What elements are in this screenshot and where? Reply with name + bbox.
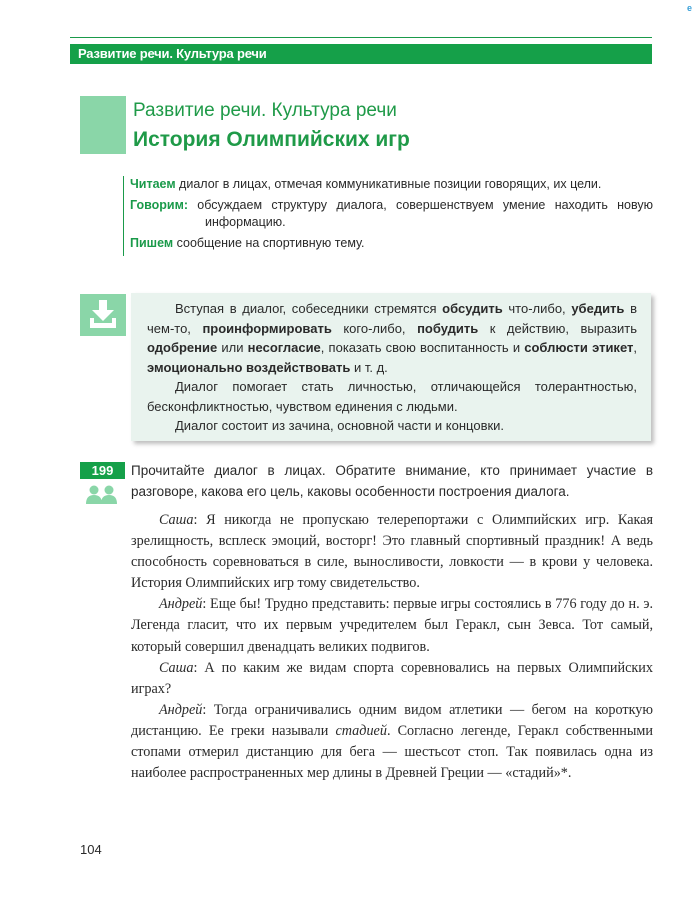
task-instruction: Прочитайте диалог в лицах. Обратите внимание, кто принимает участие в разговоре, какова его цель, каковы особенности построения диалога.: [131, 463, 653, 499]
goal-item: [130, 176, 653, 193]
section-header-bar: Развитие речи. Культура речи: [70, 44, 652, 64]
publisher-logo: e: [686, 3, 692, 13]
dialog-line: Саша: А по каким же видам спорта соревновались на первых Олимпийских играх?: [131, 659, 653, 697]
top-rule: [70, 37, 652, 38]
theory-paragraph: Вступая в диалог, собеседники стремятся обсудить что-либо, убедить в чем-то, проинформировать кого-либо, побудить к действию, выразить одобрение или несогласие, показать свою воспитанность и соблюсти этикет, эмоционально воздействовать и т. д.: [147, 301, 638, 375]
speaker-name: Саша: [159, 659, 194, 676]
speaker-name: Андрей: [159, 596, 203, 613]
title-decoration: [80, 96, 126, 154]
theory-paragraph: Диалог помогает стать личностью, отличающейся толерантностью, бесконфликтностью, чувством единения с людьми.: [147, 379, 637, 414]
pair-work-icon: [86, 485, 118, 510]
goal-keyword: Пишем: [130, 236, 174, 250]
dialog-line: Саша: Я никогда не пропускаю телерепортажи с Олимпийских игр. Какая зрелищность, всплеск эмоций, восторг! Это главный спортивный праздник! А ведь способность соревноваться в силе, выносливости, ловкости — в крови у человека. История Олимпийских игр тому свидетельство.: [131, 512, 653, 592]
speaker-name: Саша: [159, 512, 194, 528]
goal-keyword: Читаем: [130, 177, 176, 191]
theory-paragraph: Диалог состоит из зачина, основной части и концовки.: [175, 418, 505, 433]
dialog-line: Андрей: Еще бы! Трудно представить: первые игры состоялись в 776 году до н. э. Легенда гласит, что их первым учредителем был Геракл, сын Зевса. Тот самый, который совершил двенадцать великих подвигов.: [131, 596, 653, 655]
lesson-goals: [123, 176, 653, 256]
goal-text: сообщение на спортивную тему.: [173, 236, 365, 250]
goal-item: [130, 235, 653, 252]
goal-item: [130, 197, 653, 231]
goal-keyword: Говорим:: [130, 198, 188, 212]
download-icon: [80, 294, 126, 336]
lesson-title: История Олимпийских игр: [133, 128, 410, 151]
lesson-subtitle: Развитие речи. Культура речи: [133, 100, 397, 121]
dialog-line: Андрей: Тогда ограничивались одним видом атлетики — бегом на короткую дистанцию. Ее греки называли стадией. Согласно легенде, Геракл собственными стопами отмерил дистанцию для бега — шестьсот стоп. Так появилась одна из наиболее распространенных мер длины в Древней Греции — «стадий»*.: [131, 701, 653, 782]
theory-box: [131, 293, 651, 441]
page-number: 104: [80, 842, 102, 857]
task-number: 199: [80, 462, 125, 479]
goal-text: обсуждаем структуру диалога, совершенствуем умение находить новую информацию.: [187, 198, 653, 229]
dialog-text: [131, 510, 653, 784]
goal-text: диалог в лицах, отмечая коммуникативные позиции говорящих, их цели.: [175, 177, 602, 191]
speaker-name: Андрей: [159, 701, 203, 718]
